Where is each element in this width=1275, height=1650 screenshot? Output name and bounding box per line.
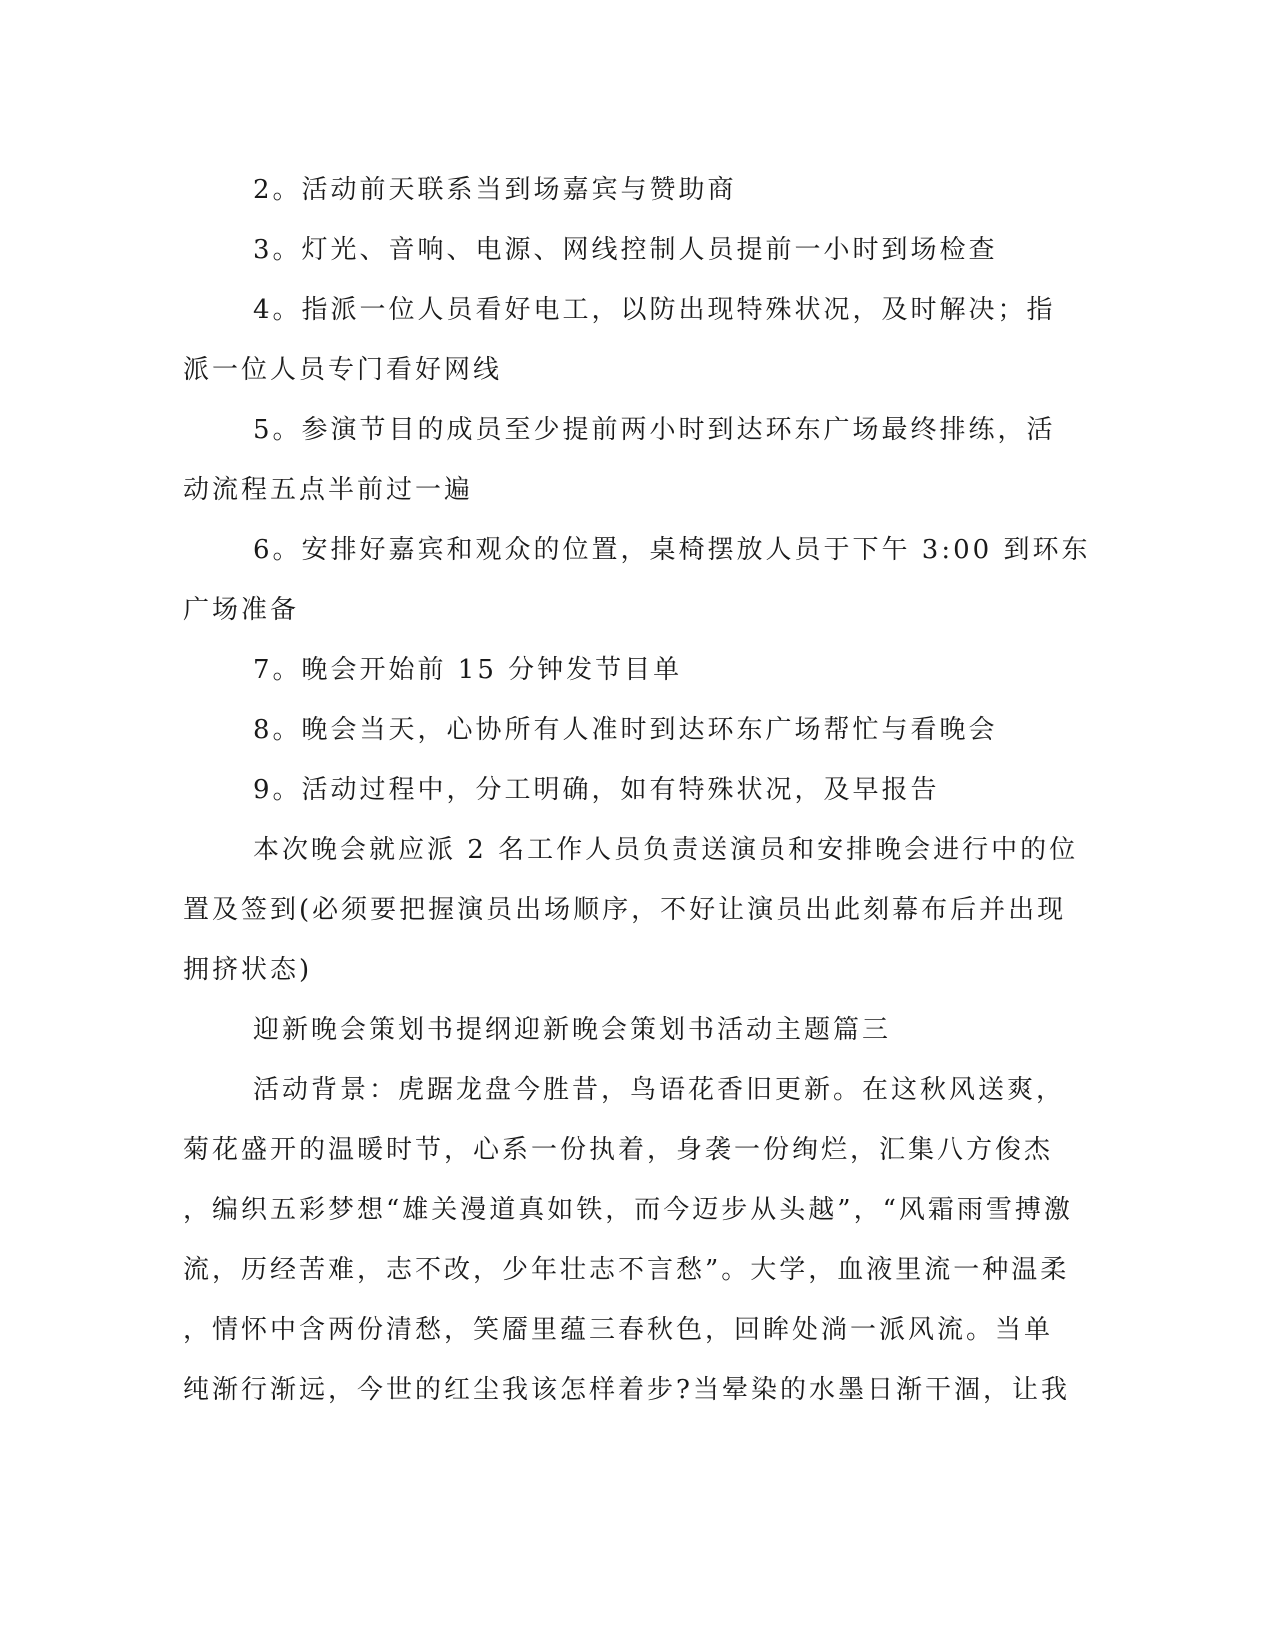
background-paragraph-line-6: 纯渐行渐远，今世的红尘我该怎样着步?当晕染的水墨日渐干涸，让我: [183, 1375, 1070, 1405]
list-item-4: 4。指派一位人员看好电工，以防出现特殊状况，及时解决；指: [253, 295, 1056, 325]
list-item-2: 2。活动前天联系当到场嘉宾与赞助商: [253, 175, 737, 205]
background-paragraph-line-2: 菊花盛开的温暖时节，心系一份执着，身袭一份绚烂，汇集八方俊杰: [183, 1135, 1054, 1165]
list-item-5: 5。参演节目的成员至少提前两小时到达环东广场最终排练，活: [253, 415, 1056, 445]
list-item-3: 3。灯光、音响、电源、网线控制人员提前一小时到场检查: [253, 235, 998, 265]
list-item-8: 8。晚会当天，心协所有人准时到达环东广场帮忙与看晚会: [253, 715, 998, 745]
staff-paragraph-line-2: 置及签到(必须要把握演员出场顺序，不好让演员出此刻幕布后并出现: [183, 895, 1067, 925]
document-body: [183, 160, 1091, 1420]
list-item-7: 7。晚会开始前 15 分钟发节目单: [253, 655, 683, 685]
background-paragraph-line-5: ，情怀中含两份清愁，笑靥里蕴三春秋色，回眸处淌一派风流。当单: [183, 1315, 1054, 1345]
background-paragraph-line-4: 流，历经苦难，志不改，少年壮志不言愁”。大学，血液里流一种温柔: [183, 1255, 1070, 1285]
list-item-9: 9。活动过程中，分工明确，如有特殊状况，及早报告: [253, 775, 940, 805]
staff-paragraph-line-3: 拥挤状态): [183, 955, 313, 985]
list-item-6: 6。安排好嘉宾和观众的位置，桌椅摆放人员于下午 3:00 到环东: [253, 535, 1091, 565]
background-paragraph-line-3: ，编织五彩梦想“雄关漫道真如铁，而今迈步从头越”，“风霜雨雪搏激: [183, 1195, 1073, 1225]
list-item-6-continued: 广场准备: [183, 595, 300, 625]
background-paragraph: 活动背景：虎踞龙盘今胜昔，鸟语花香旧更新。在这秋风送爽，: [253, 1075, 1066, 1105]
section-heading: 迎新晚会策划书提纲迎新晚会策划书活动主题篇三: [253, 1015, 892, 1045]
list-item-5-continued: 动流程五点半前过一遍: [183, 475, 474, 505]
staff-paragraph: 本次晚会就应派 2 名工作人员负责送演员和安排晚会进行中的位: [253, 835, 1079, 865]
list-item-4-continued: 派一位人员专门看好网线: [183, 355, 503, 385]
